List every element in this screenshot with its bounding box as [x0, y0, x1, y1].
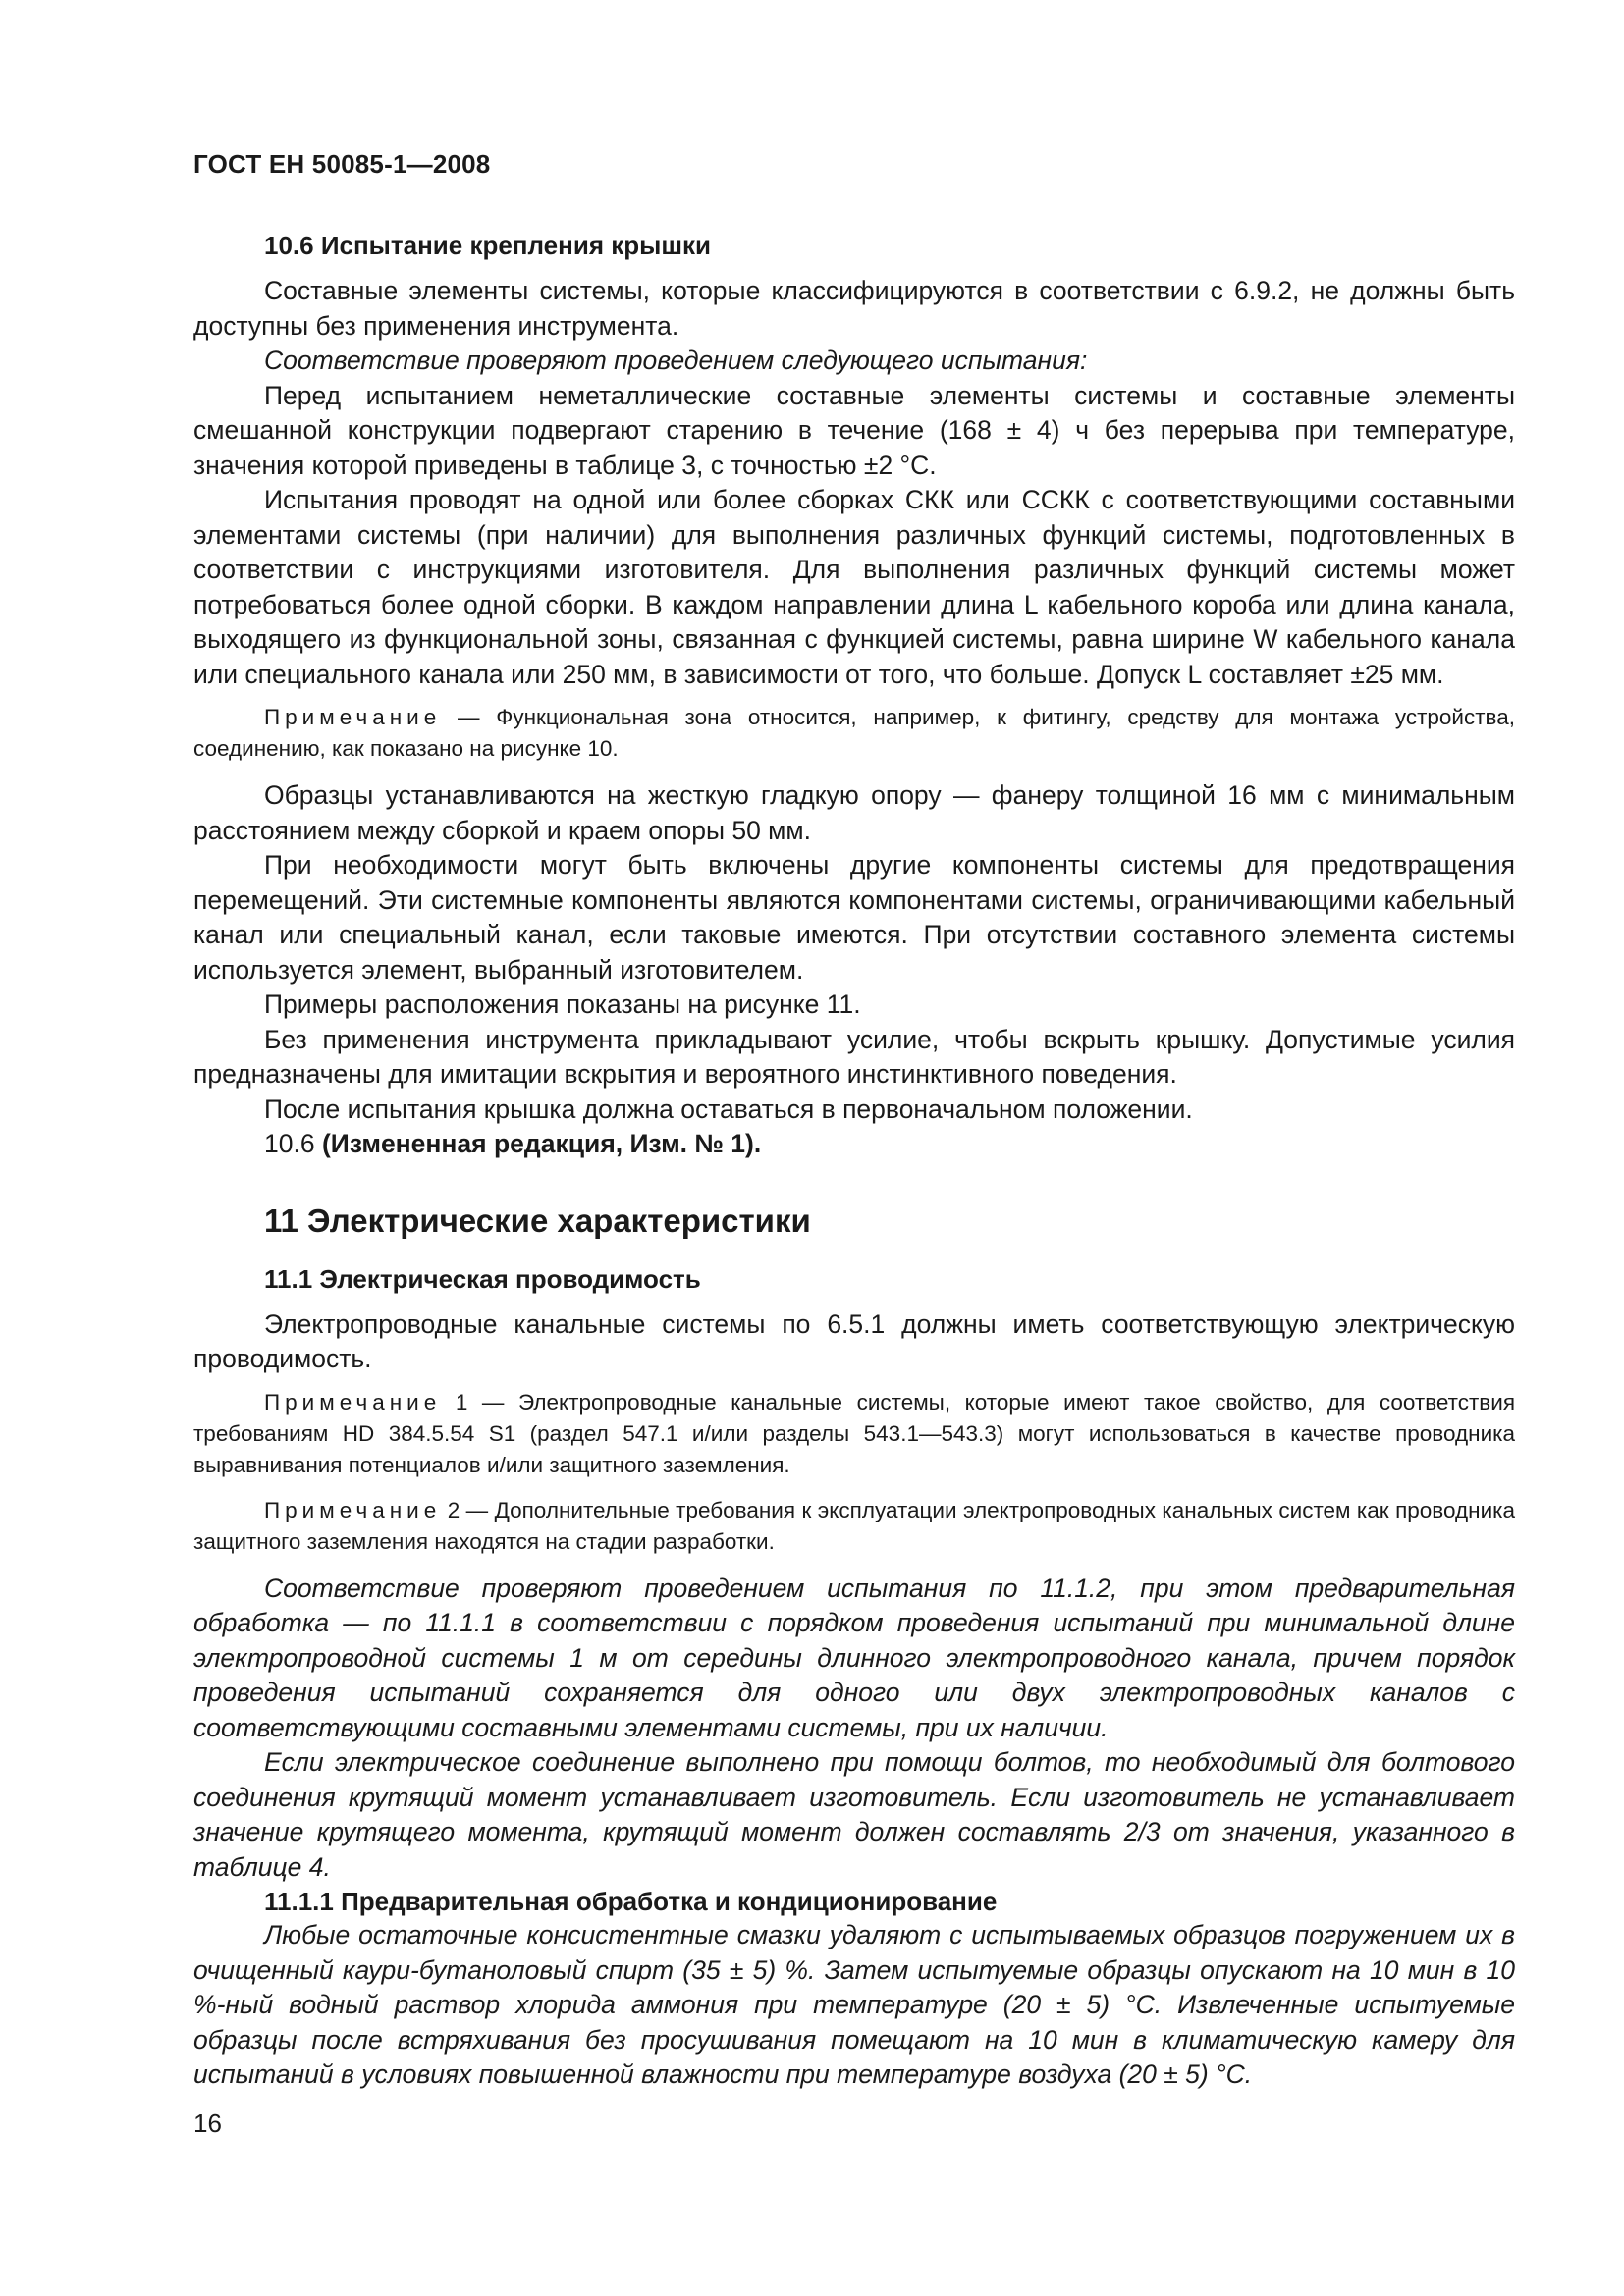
paragraph: При необходимости могут быть включены другие компоненты системы для предотвращения перемещений. Эти системные компоненты являются компонентами системы, ограничивающими кабельный канал или специальный канал, если таковые имеются. При отсутствии составного элемента системы используется элемент, выбранный изготовителем.	[193, 850, 1515, 985]
note-text: — Функциональная зона относится, например, к фитингу, средству для монтажа устройства, соединению, как показано на рисунке 10.	[193, 705, 1515, 761]
note-label: Примечание	[264, 1497, 442, 1522]
amendment-number: 10.6	[264, 1129, 322, 1158]
note-text: 1 — Электропроводные канальные системы, которые имеют такое свойство, для соответствия требованиям HD 384.5.54 S1 (раздел 547.1 и/или разделы 543.1—543.3) могут использоваться в качестве проводника выравнивания потенциалов и/или защитного заземления.	[193, 1389, 1515, 1477]
paragraph: Перед испытанием неметаллические составные элементы системы и составные элементы смешанной конструкции подвергают старению в течение (168 ± 4) ч без перерыва при температуре, значения которой приведены в таблице 3, с точностью ±2 °С.	[193, 380, 1515, 480]
note	[193, 702, 1515, 765]
amendment-note	[193, 1127, 1515, 1162]
paragraph-italic: Соответствие проверяют проведением следующего испытания:	[264, 346, 1088, 375]
section-heading-10-6: 10.6 Испытание крепления крышки	[264, 231, 711, 260]
section-heading-11: 11 Электрические характеристики	[264, 1201, 811, 1239]
paragraph: Составные элементы системы, которые классифицируются в соответствии с 6.9.2, не должны быть доступны без применения инструмента.	[193, 276, 1515, 341]
note-label: Примечание	[264, 1389, 442, 1415]
section-heading-11-1-1: 11.1.1 Предварительная обработка и кондиционирование	[264, 1887, 998, 1916]
paragraph-italic: Если электрическое соединение выполнено при помощи болтов, то необходимый для болтового соединения крутящий момент устанавливает изготовитель. Если изготовитель не устанавливает значение крутящего момента, крутящий момент должен составлять 2/3 от значения, указанного в таблице 4.	[193, 1747, 1515, 1882]
paragraph: Электропроводные канальные системы по 6.5.1 должны иметь соответствующую электрическую проводимость.	[193, 1308, 1515, 1373]
note-2	[193, 1495, 1515, 1558]
note-1	[193, 1387, 1515, 1481]
note-text: 2 — Дополнительные требования к эксплуатации электропроводных канальных систем как проводника защитного заземления находятся на стадии разработки.	[193, 1497, 1515, 1554]
running-header: ГОСТ ЕН 50085-1—2008	[193, 149, 491, 179]
section-heading-11-1: 11.1 Электрическая проводимость	[264, 1263, 701, 1294]
paragraph-italic: Соответствие проверяют проведением испытания по 11.1.2, при этом предварительная обработка — по 11.1.1 в соответствии с порядком проведения испытаний при минимальной длине электропроводной системы 1 м от середины длинного электропроводного канала, причем порядок проведения испытаний сохраняется для одного или двух электропроводных каналов с соответствующими составными элементами системы, при их наличии.	[193, 1573, 1515, 1742]
amendment-text: (Измененная редакция, Изм. № 1).	[321, 1129, 762, 1158]
page-number: 16	[193, 2109, 222, 2138]
paragraph: Образцы устанавливаются на жесткую гладкую опору — фанеру толщиной 16 мм с минимальным расстоянием между сборкой и краем опоры 50 мм.	[193, 780, 1515, 845]
paragraph: Примеры расположения показаны на рисунке 11.	[264, 989, 861, 1019]
page-content	[193, 229, 1515, 2093]
paragraph-italic: Любые остаточные консистентные смазки удаляют с испытываемых образцов погружением их в очищенный каури-бутаноловый спирт (35 ± 5) %. Затем испытуемые образцы опускают на 10 мин в 10 %-ный водный раствор хлорида аммония при температуре (20 ± 5) °С. Извлеченные испытуемые образцы после встряхивания без просушивания помещают на 10 мин в климатическую камеру для испытаний в условиях повышенной влажности при температуре воздуха (20 ± 5) °С.	[193, 1920, 1515, 2089]
paragraph: Испытания проводят на одной или более сборках СКК или ССКК с соответствующими составными элементами системы (при наличии) для выполнения различных функций системы, подготовленных в соответствии с инструкциями изготовителя. Для выполнения различных функций системы может потребоваться более одной сборки. В каждом направлении длина L кабельного короба или длина канала, выходящего из функциональной зоны, связанная с функцией системы, равна ширине W кабельного канала или специального канала или 250 мм, в зависимости от того, что больше. Допуск L составляет ±25 мм.	[193, 485, 1515, 689]
note-label: Примечание	[264, 705, 442, 729]
paragraph: Без применения инструмента прикладывают усилие, чтобы вскрыть крышку. Допустимые усилия предназначены для имитации вскрытия и вероятного инстинктивного поведения.	[193, 1024, 1515, 1089]
paragraph: После испытания крышка должна оставаться в первоначальном положении.	[264, 1094, 1193, 1124]
